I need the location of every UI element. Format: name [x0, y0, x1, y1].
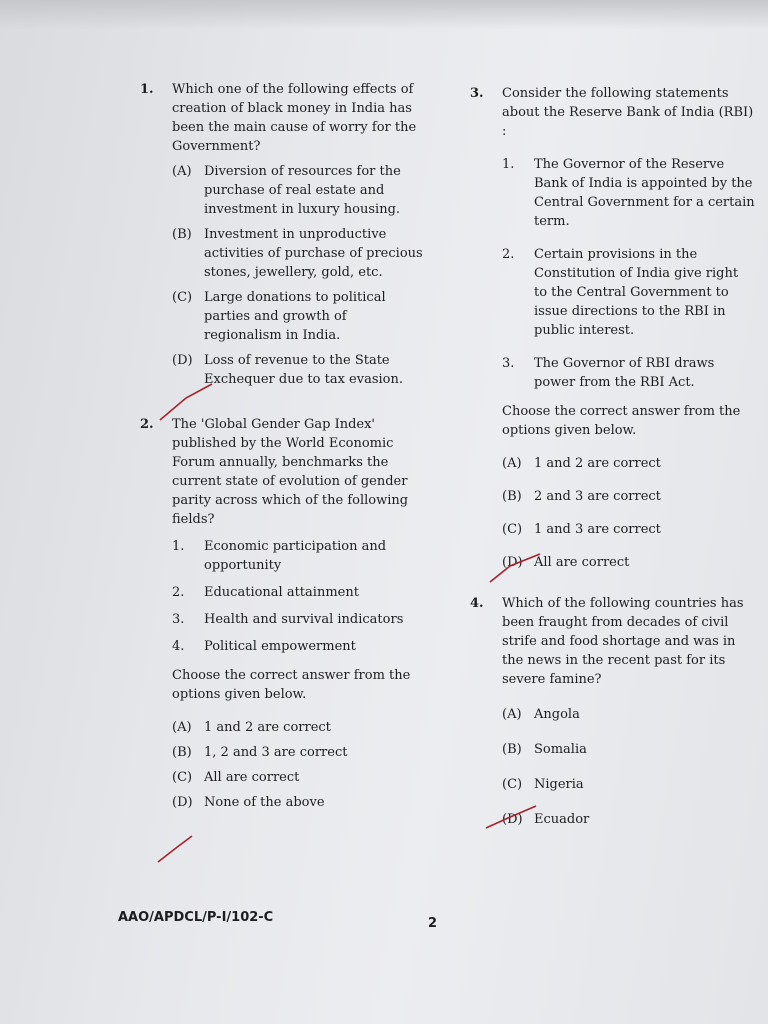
- statement-text: Certain provisions in the Constitution of India give right to the Central Government to issue directions to the RBI in public interest.: [534, 247, 739, 338]
- statement-number: 1.: [502, 157, 515, 172]
- choose-instruction: Choose the correct answer from the options given below.: [502, 404, 741, 438]
- option-text: Investment in unproductive activities of purchase of precious stones, jewellery, gold, etc.: [204, 227, 423, 280]
- option-letter: (B): [172, 227, 192, 242]
- statement-3-3: [502, 354, 755, 392]
- option-letter: (C): [502, 522, 523, 537]
- option-3d[interactable]: [502, 553, 755, 572]
- question-3: [470, 84, 755, 572]
- statement-3-2: [502, 245, 755, 340]
- statement-text: Educational attainment: [204, 585, 359, 600]
- option-letter: (A): [502, 707, 522, 722]
- option-letter: (D): [172, 353, 193, 368]
- option-text: Ecuador: [534, 812, 590, 827]
- page-number: 2: [428, 916, 438, 931]
- option-text: 1 and 2 are correct: [534, 456, 661, 471]
- option-2d[interactable]: [172, 793, 425, 812]
- option-1c[interactable]: [172, 288, 425, 345]
- choose-instruction: Choose the correct answer from the options given below.: [172, 668, 411, 702]
- statement-text: Political empowerment: [204, 639, 356, 654]
- statement-number: 3.: [502, 356, 515, 371]
- option-letter: (B): [172, 745, 192, 760]
- option-text: Somalia: [534, 742, 587, 757]
- option-text: Angola: [534, 707, 580, 722]
- option-text: Nigeria: [534, 777, 584, 792]
- option-3c[interactable]: [502, 520, 755, 539]
- option-letter: (D): [502, 812, 523, 827]
- option-text: 1, 2 and 3 are correct: [204, 745, 348, 760]
- option-text: Large donations to political parties and growth of regionalism in India.: [204, 290, 386, 343]
- option-4c[interactable]: [502, 775, 755, 794]
- statement-2-3: [172, 610, 425, 629]
- question-number: 2.: [140, 417, 154, 432]
- statement-text: Health and survival indicators: [204, 612, 404, 627]
- statement-2-4: [172, 637, 425, 656]
- option-letter: (C): [172, 770, 193, 785]
- statement-text: The Governor of RBI draws power from the RBI Act.: [534, 356, 715, 390]
- option-4a[interactable]: [502, 705, 755, 724]
- option-letter: (D): [172, 795, 193, 810]
- question-number: 4.: [470, 596, 484, 611]
- statement-number: 4.: [172, 639, 185, 654]
- right-column: [470, 84, 755, 845]
- option-letter: (A): [172, 720, 192, 735]
- option-letter: (D): [502, 555, 523, 570]
- question-1: [140, 80, 425, 389]
- option-3a[interactable]: [502, 454, 755, 473]
- option-text: None of the above: [204, 795, 325, 810]
- option-4d[interactable]: [502, 810, 755, 829]
- option-letter: (C): [502, 777, 523, 792]
- option-text: Diversion of resources for the purchase of real estate and investment in luxury housing.: [204, 164, 401, 217]
- option-1a[interactable]: [172, 162, 425, 219]
- option-3b[interactable]: [502, 487, 755, 506]
- statement-number: 3.: [172, 612, 185, 627]
- statement-number: 2.: [172, 585, 185, 600]
- statement-2-2: [172, 583, 425, 602]
- option-1b[interactable]: [172, 225, 425, 282]
- question-number: 1.: [140, 82, 154, 97]
- question-text: Which of the following countries has been fraught from decades of civil strife and food shortage and was in the news in the recent past for its severe famine?: [502, 596, 744, 687]
- statement-text: The Governor of the Reserve Bank of India is appointed by the Central Government for a certain term.: [534, 157, 755, 229]
- tick-mark-q2: [158, 836, 192, 862]
- option-text: Loss of revenue to the State Exchequer due to tax evasion.: [204, 353, 403, 387]
- question-2: [140, 415, 425, 812]
- option-2a[interactable]: [172, 718, 425, 737]
- statement-number: 2.: [502, 247, 515, 262]
- question-text: Which one of the following effects of creation of black money in India has been the main cause of worry for the Government?: [172, 82, 417, 154]
- left-column: [140, 80, 425, 822]
- option-text: 1 and 2 are correct: [204, 720, 331, 735]
- option-letter: (C): [172, 290, 193, 305]
- question-text: Consider the following statements about the Reserve Bank of India (RBI) :: [502, 86, 754, 139]
- question-text: The 'Global Gender Gap Index' published by the World Economic Forum annually, benchmarks the current state of evolution of gender parity across which of the following fields?: [172, 417, 409, 527]
- option-4b[interactable]: [502, 740, 755, 759]
- statement-2-1: [172, 537, 425, 575]
- option-2b[interactable]: [172, 743, 425, 762]
- option-text: All are correct: [534, 555, 630, 570]
- option-text: 1 and 3 are correct: [534, 522, 661, 537]
- question-4: [470, 594, 755, 829]
- option-letter: (B): [502, 742, 522, 757]
- paper-code: AAO/APDCL/P-I/102-C: [118, 910, 274, 925]
- statement-text: Economic participation and opportunity: [204, 539, 387, 573]
- option-letter: (B): [502, 489, 522, 504]
- option-2c[interactable]: [172, 768, 425, 787]
- statement-number: 1.: [172, 539, 185, 554]
- page-shadow: [0, 0, 768, 30]
- option-text: All are correct: [204, 770, 300, 785]
- option-letter: (A): [172, 164, 192, 179]
- question-number: 3.: [470, 86, 484, 101]
- option-letter: (A): [502, 456, 522, 471]
- statement-3-1: [502, 155, 755, 231]
- option-1d[interactable]: [172, 351, 425, 389]
- option-text: 2 and 3 are correct: [534, 489, 661, 504]
